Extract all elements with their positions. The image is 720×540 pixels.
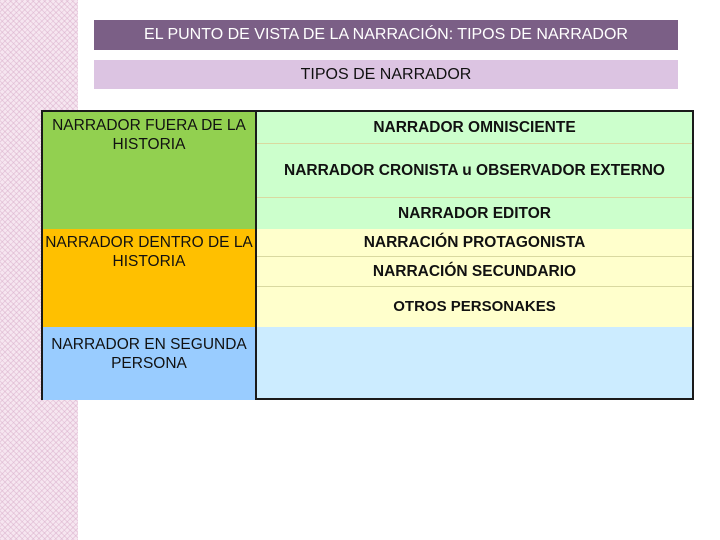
category-outside-story: NARRADOR FUERA DE LA HISTORIA bbox=[43, 112, 257, 229]
type-editor: NARRADOR EDITOR bbox=[257, 198, 692, 229]
category-second-person: NARRADOR EN SEGUNDA PERSONA bbox=[43, 327, 257, 400]
page-title: EL PUNTO DE VISTA DE LA NARRACIÓN: TIPOS DE NARRADOR bbox=[94, 20, 678, 50]
type-protagonist: NARRACIÓN PROTAGONISTA bbox=[257, 229, 692, 257]
type-secondary: NARRACIÓN SECUNDARIO bbox=[257, 257, 692, 287]
second-person-types-empty bbox=[257, 327, 692, 398]
type-chronicler-observer: NARRADOR CRONISTA u OBSERVADOR EXTERNO bbox=[257, 144, 692, 198]
type-other-characters: OTROS PERSONAKES bbox=[257, 287, 692, 327]
type-omniscient: NARRADOR OMNISCIENTE bbox=[257, 112, 692, 144]
category-inside-story: NARRADOR DENTRO DE LA HISTORIA bbox=[43, 229, 257, 327]
narrator-types-table bbox=[41, 110, 694, 400]
section-subtitle: TIPOS DE NARRADOR bbox=[94, 60, 678, 89]
